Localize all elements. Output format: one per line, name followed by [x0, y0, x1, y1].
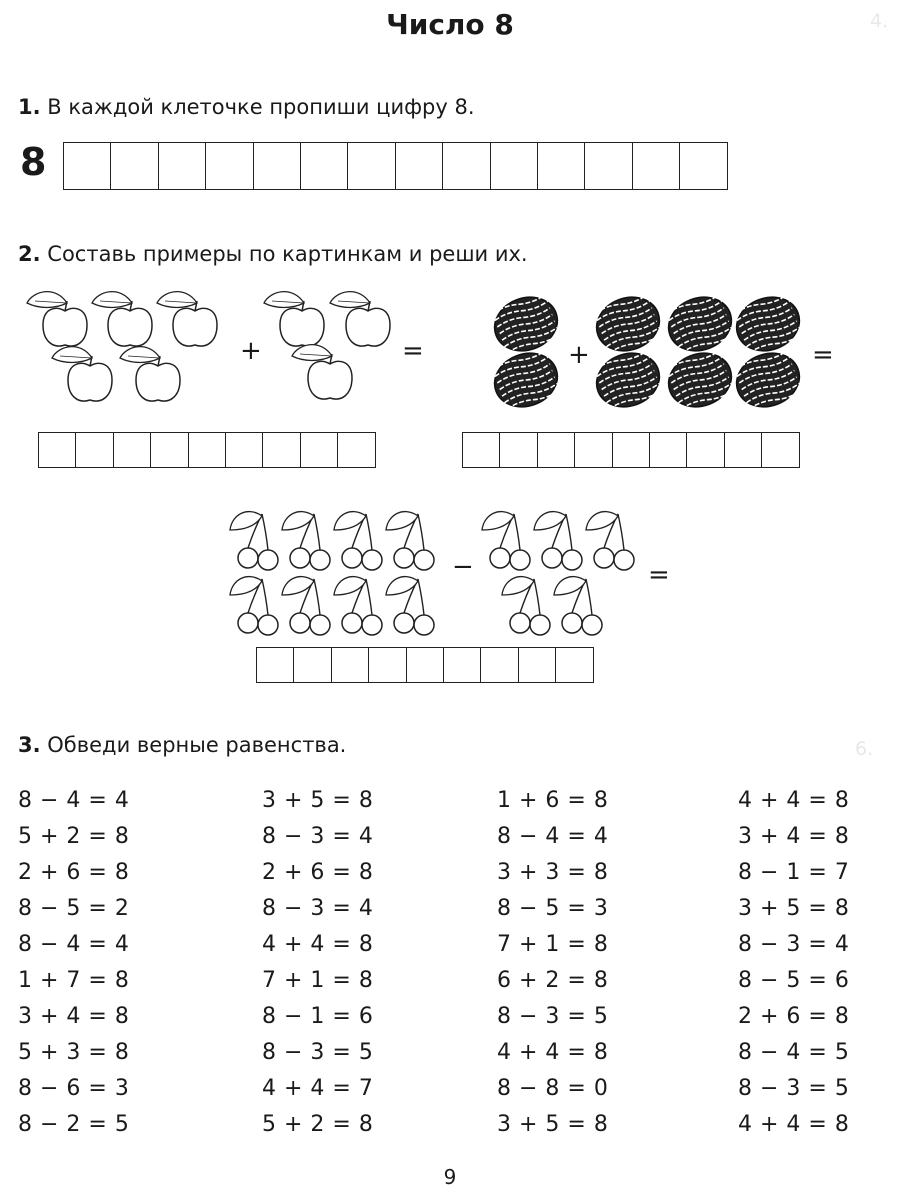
answer-cells-cherries[interactable] [256, 647, 593, 683]
equals-sign: = [812, 340, 834, 370]
equation[interactable]: 3 + 4 = 8 [738, 824, 850, 849]
cherry-icon [554, 577, 602, 635]
answer-cell[interactable] [537, 432, 576, 468]
equations-column-4 [738, 783, 849, 1143]
answer-cell[interactable] [462, 432, 501, 468]
equation[interactable]: 5 + 2 = 8 [262, 1112, 374, 1137]
answer-cell[interactable] [225, 432, 264, 468]
watermelon-icon [589, 289, 667, 360]
equation[interactable]: 7 + 1 = 8 [497, 932, 609, 957]
answer-cell[interactable] [188, 432, 227, 468]
equation[interactable]: 8 − 6 = 3 [18, 1076, 130, 1101]
equals-sign: = [402, 336, 424, 366]
cherry-icon [386, 577, 434, 635]
equation[interactable]: 8 − 3 = 5 [497, 1004, 609, 1029]
answer-cell[interactable] [555, 647, 594, 683]
equation[interactable]: 3 + 5 = 8 [497, 1112, 609, 1137]
answer-cell[interactable] [761, 432, 800, 468]
equation[interactable]: 4 + 4 = 8 [738, 788, 850, 813]
answer-cell[interactable] [724, 432, 763, 468]
watermelon-icon [589, 345, 667, 416]
answer-cell[interactable] [262, 432, 301, 468]
answer-cell[interactable] [337, 432, 376, 468]
apple-icon [52, 347, 112, 401]
equations-column-2 [262, 783, 373, 1143]
equation[interactable]: 8 − 3 = 4 [738, 932, 850, 957]
equation[interactable]: 3 + 3 = 8 [497, 860, 609, 885]
equation[interactable]: 6 + 2 = 8 [497, 968, 609, 993]
answer-cell[interactable] [300, 432, 339, 468]
cherry-icon [502, 577, 550, 635]
cherry-icon [586, 512, 634, 570]
answer-cell[interactable] [406, 647, 445, 683]
show-through-text: 6. [855, 738, 874, 760]
equation[interactable]: 8 − 5 = 6 [738, 968, 850, 993]
equation[interactable]: 8 − 4 = 4 [18, 788, 130, 813]
watermelon-icon [729, 345, 807, 416]
page-number: 9 [443, 1165, 457, 1189]
equation[interactable]: 7 + 1 = 8 [262, 968, 374, 993]
answer-cells-watermelons[interactable] [462, 432, 799, 468]
plus-sign: + [240, 336, 262, 366]
task-text: Обведи верные равенства. [47, 733, 347, 757]
equals-sign: = [648, 560, 670, 590]
answer-cell[interactable] [612, 432, 651, 468]
equation[interactable]: 8 − 5 = 2 [18, 896, 130, 921]
answer-cell[interactable] [256, 647, 295, 683]
equation[interactable]: 8 − 3 = 4 [262, 896, 374, 921]
task-number: 1. [18, 95, 41, 119]
equation[interactable]: 8 − 4 = 4 [497, 824, 609, 849]
equation[interactable]: 8 − 2 = 5 [18, 1112, 130, 1137]
cherry-icon [534, 512, 582, 570]
watermelon-icon [487, 345, 565, 416]
answer-cell[interactable] [38, 432, 77, 468]
show-through-text: 4. [870, 10, 889, 32]
equation[interactable]: 3 + 4 = 8 [18, 1004, 130, 1029]
answer-cells-apples[interactable] [38, 432, 375, 468]
watermelon-icon [729, 289, 807, 360]
page-title: Число 8 [386, 8, 514, 41]
equation[interactable]: 8 − 5 = 3 [497, 896, 609, 921]
equation[interactable]: 2 + 6 = 8 [738, 1004, 850, 1029]
answer-cell[interactable] [480, 647, 519, 683]
answer-cell[interactable] [499, 432, 538, 468]
equations-column-3 [497, 783, 608, 1143]
cherry-icon [334, 512, 382, 570]
task-number: 3. [18, 733, 41, 757]
equation[interactable]: 4 + 4 = 8 [738, 1112, 850, 1137]
plus-sign: + [568, 340, 590, 370]
equation[interactable]: 8 − 3 = 5 [738, 1076, 850, 1101]
equation[interactable]: 3 + 5 = 8 [738, 896, 850, 921]
equation[interactable]: 8 − 4 = 4 [18, 932, 130, 957]
task-number: 2. [18, 242, 41, 266]
equation[interactable]: 8 − 1 = 7 [738, 860, 850, 885]
equation[interactable]: 5 + 3 = 8 [18, 1040, 130, 1065]
equation[interactable]: 8 − 4 = 5 [738, 1040, 850, 1065]
watermelon-icon [487, 289, 565, 360]
answer-cell[interactable] [113, 432, 152, 468]
task-text: Составь примеры по картинкам и реши их. [47, 242, 528, 266]
equation[interactable]: 1 + 6 = 8 [497, 788, 609, 813]
apple-icon [120, 347, 180, 401]
equation[interactable]: 8 − 1 = 6 [262, 1004, 374, 1029]
cherry-icon [386, 512, 434, 570]
answer-cell[interactable] [686, 432, 725, 468]
equation[interactable]: 4 + 4 = 8 [497, 1040, 609, 1065]
answer-cell[interactable] [443, 647, 482, 683]
equation[interactable]: 8 − 8 = 0 [497, 1076, 609, 1101]
cherry-icon [230, 512, 278, 570]
apple-icon [92, 292, 152, 346]
watermelon-icon [661, 345, 739, 416]
minus-sign: − [452, 552, 474, 582]
apple-icon [330, 292, 390, 346]
apple-icon [157, 292, 217, 346]
answer-cell[interactable] [331, 647, 370, 683]
cherry-icon [282, 577, 330, 635]
equation[interactable]: 1 + 7 = 8 [18, 968, 130, 993]
answer-cell[interactable] [649, 432, 688, 468]
answer-cell[interactable] [518, 647, 557, 683]
task-text: В каждой клеточке пропиши цифру 8. [47, 95, 475, 119]
answer-cell[interactable] [75, 432, 114, 468]
watermelon-icon [661, 289, 739, 360]
sample-digit: 8 [20, 140, 47, 184]
apple-icon [264, 292, 324, 346]
answer-cell[interactable] [368, 647, 407, 683]
answer-cell[interactable] [150, 432, 189, 468]
cherry-icon [230, 577, 278, 635]
equation[interactable]: 2 + 6 = 8 [18, 860, 130, 885]
equations-column-1 [18, 783, 129, 1143]
equation[interactable]: 8 − 3 = 5 [262, 1040, 374, 1065]
equation[interactable]: 3 + 5 = 8 [262, 788, 374, 813]
task-3-heading [18, 733, 346, 757]
equation[interactable]: 2 + 6 = 8 [262, 860, 374, 885]
equation[interactable]: 8 − 3 = 4 [262, 824, 374, 849]
answer-cell[interactable] [574, 432, 613, 468]
apple-icon [27, 292, 87, 346]
equation[interactable]: 4 + 4 = 8 [262, 932, 374, 957]
cherry-icon [282, 512, 330, 570]
cherry-icon [334, 577, 382, 635]
cherry-icon [482, 512, 530, 570]
answer-cell[interactable] [293, 647, 332, 683]
equation[interactable]: 5 + 2 = 8 [18, 824, 130, 849]
apple-icon [292, 345, 352, 399]
equation[interactable]: 4 + 4 = 7 [262, 1076, 374, 1101]
